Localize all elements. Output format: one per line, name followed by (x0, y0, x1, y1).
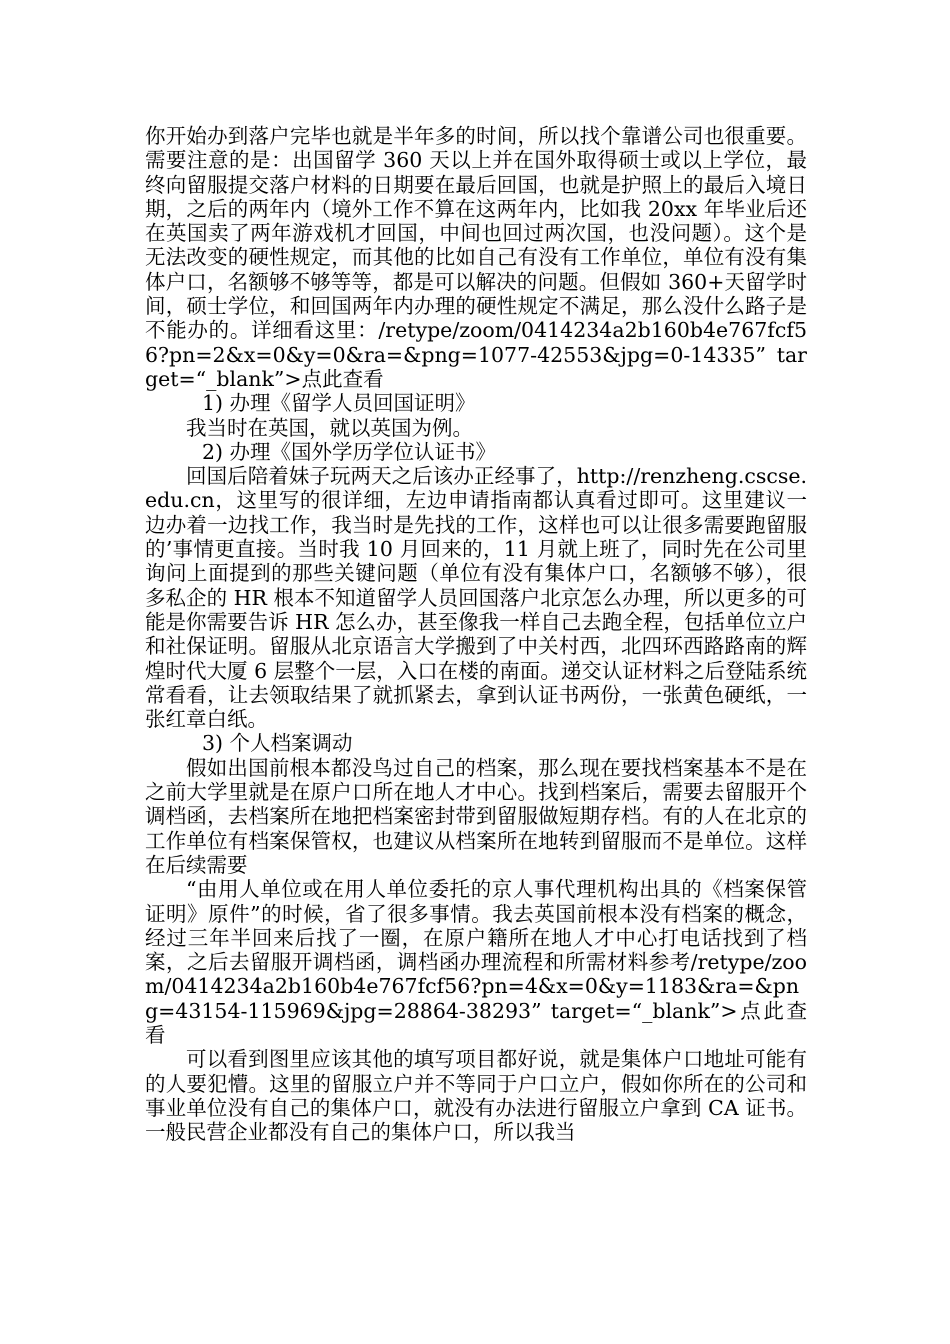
body-paragraph: 回国后陪着妹子玩两天之后该办正经事了，http://renzheng.cscse.edu.cn，这里写的很详细，左边申请指南都认真看过即可。这里建议一边办着一边找工作，我当时是先找的工作，这样也可以让很多需要跑留服的’事情更直接。当时我 10 月回来的，11 月就上班了，同时先在公司里询问上面提到的那些关键问题（单位有没有集体户口，名额够不够），很多私企的 HR 根本不知道留学人员回国落户北京怎么办理，所以更多的可能是你需要告诉 HR 怎么办，甚至像我一样自己去跑全程，包括单位立户和社保证明。留服从北京语言大学搬到了中关村西，北四环西路路南的辉煌时代大厦 6 层整个一层，入口在楼的南面。递交认证材料之后登陆系统常看看，让去领取结果了就抓紧去，拿到认证书两份，一张黄色硬纸，一张红章白纸。 (145, 464, 807, 732)
body-paragraph: 假如出国前根本都没鸟过自己的档案，那么现在要找档案基本不是在之前大学里就是在原户口所在地人才中心。找到档案后，需要去留服开个调档函，去档案所在地把档案密封带到留服做短期存档。有的人在北京的工作单位有档案保管权，也建议从档案所在地转到留服而不是单位。这样在后续需要 (145, 755, 807, 877)
body-paragraph: “由用人单位或在用人单位委托的京人事代理机构出具的《档案保管证明》原件”的时候，省了很多事情。我去英国前根本没有档案的概念，经过三年半回来后找了一圈，在原户籍所在地人才中心打电话找到了档案，之后去留服开调档函，调档函办理流程和所需材料参考/retype/zoom/0414234a2b160b4e767fcf56?pn=4&x=0&y=1183&ra=&png=43154-115969&jpg=28864-38293” target=“_blank”>点此查看 (145, 877, 807, 1047)
body-paragraph: 你开始办到落户完毕也就是半年多的时间，所以找个靠谱公司也很重要。 需要注意的是：出国留学 360 天以上并在国外取得硕士或以上学位，最终向留服提交落户材料的日期要在最后回国，也就是护照上的最后入境日期，之后的两年内（境外工作不算在这两年内，比如我 20xx 年毕业后还在英国卖了两年游戏机才回国，中间也回过两次国，也没问题）。这个是无法改变的硬性规定，而其他的比如自己有没有工作单位，单位有没有集体户口，名额够不够等等，都是可以解决的问题。但假如 360+天留学时间，硕士学位，和回国两年内办理的硬性规定不满足，那么没什么路子是不能办的。详细看这里：/retype/zoom/0414234a2b160b4e767fcf56?pn=2&x=0&y=0&ra=&png=1077-42553&jpg=0-14335” target=“_blank”>点此查看 (145, 124, 807, 391)
section-heading: 2) 办理《国外学历学位认证书》 (202, 439, 497, 464)
body-paragraph: 我当时在英国，就以英国为例。 (186, 415, 473, 440)
document-page (145, 124, 807, 1144)
section-heading: 3) 个人档案调动 (202, 731, 353, 756)
body-paragraph: 可以看到图里应该其他的填写项目都好说，就是集体户口地址可能有的人要犯懵。这里的留服立户并不等同于户口立户，假如你所在的公司和事业单位没有自己的集体户口，就没有办法进行留服立户拿到 CA 证书。一般民营企业都没有自己的集体户口，所以我当 (145, 1047, 807, 1145)
section-heading: 1) 办理《留学人员回国证明》 (202, 391, 476, 416)
